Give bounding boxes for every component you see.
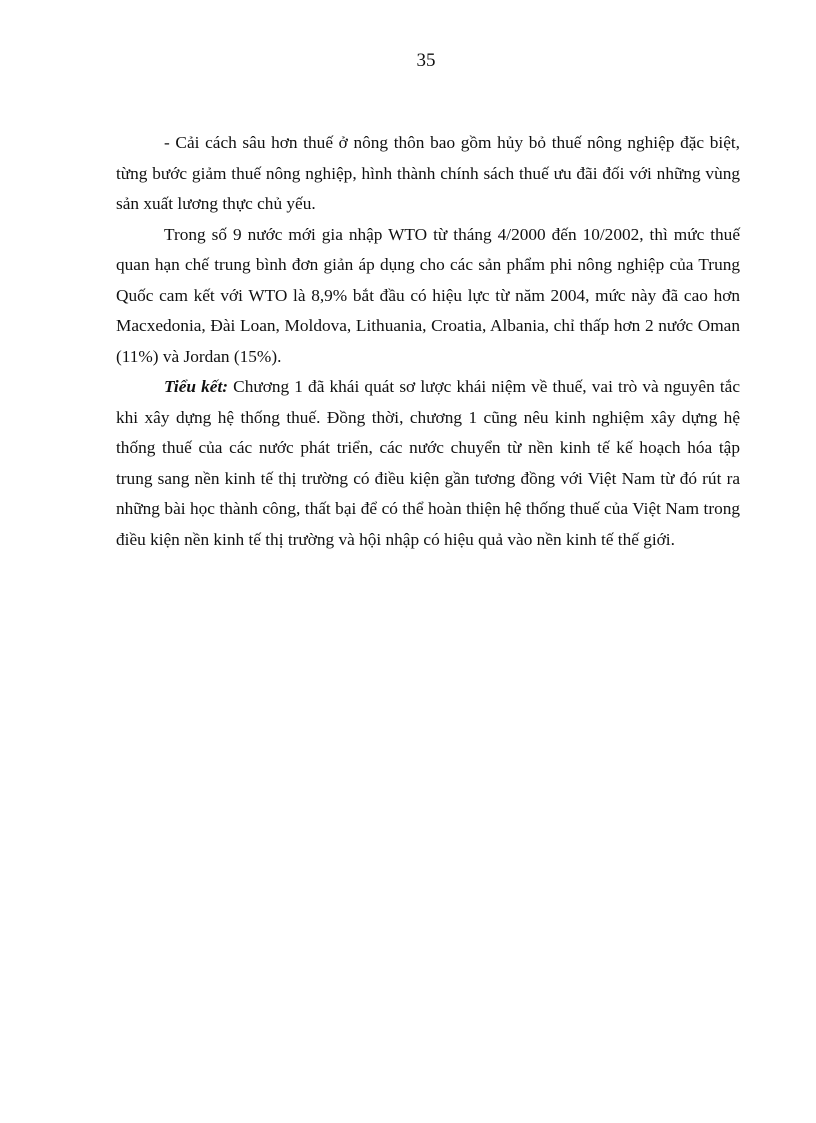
summary-lead-label: Tiểu kết:: [164, 377, 229, 396]
paragraph-text: - Cải cách sâu hơn thuế ở nông thôn bao gồm hủy bỏ thuế nông nghiệp đặc biệt, từng bước giảm thuế nông nghiệp, hình thành chính sách thuế ưu đãi đối với những vùng sản xuất lương thực chủ yếu.: [116, 133, 740, 213]
paragraph-text: Chương 1 đã khái quát sơ lược khái niệm về thuế, vai trò và nguyên tắc khi xây dựng hệ thống thuế. Đồng thời, chương 1 cũng nêu kinh nghiệm xây dựng hệ thống thuế của các nước phát triển, các nước chuyển từ nền kinh tế kế hoạch hóa tập trung sang nền kinh tế thị trường có điều kiện gần tương đồng với Việt Nam từ đó rút ra những bài học thành công, thất bại để có thể hoàn thiện hệ thống thuế của Việt Nam trong điều kiện nền kinh tế thị trường và hội nhập có hiệu quả vào nền kinh tế thế giới.: [116, 377, 740, 549]
paragraph-wto-tariffs: [116, 220, 740, 373]
page-number: 35: [416, 50, 436, 71]
body-text: [116, 128, 740, 555]
paragraph-chapter-summary: [116, 372, 740, 555]
paragraph-text: Trong số 9 nước mới gia nhập WTO từ tháng 4/2000 đến 10/2002, thì mức thuế quan hạn chế trung bình đơn giản áp dụng cho các sản phẩm phi nông nghiệp của Trung Quốc cam kết với WTO là 8,9% bắt đầu có hiệu lực từ năm 2004, mức này đã cao hơn Macxedonia, Đài Loan, Moldova, Lithuania, Croatia, Albania, chỉ thấp hơn 2 nước Oman (11%) và Jordan (15%).: [116, 224, 740, 366]
paragraph-tax-reform: [116, 128, 740, 220]
